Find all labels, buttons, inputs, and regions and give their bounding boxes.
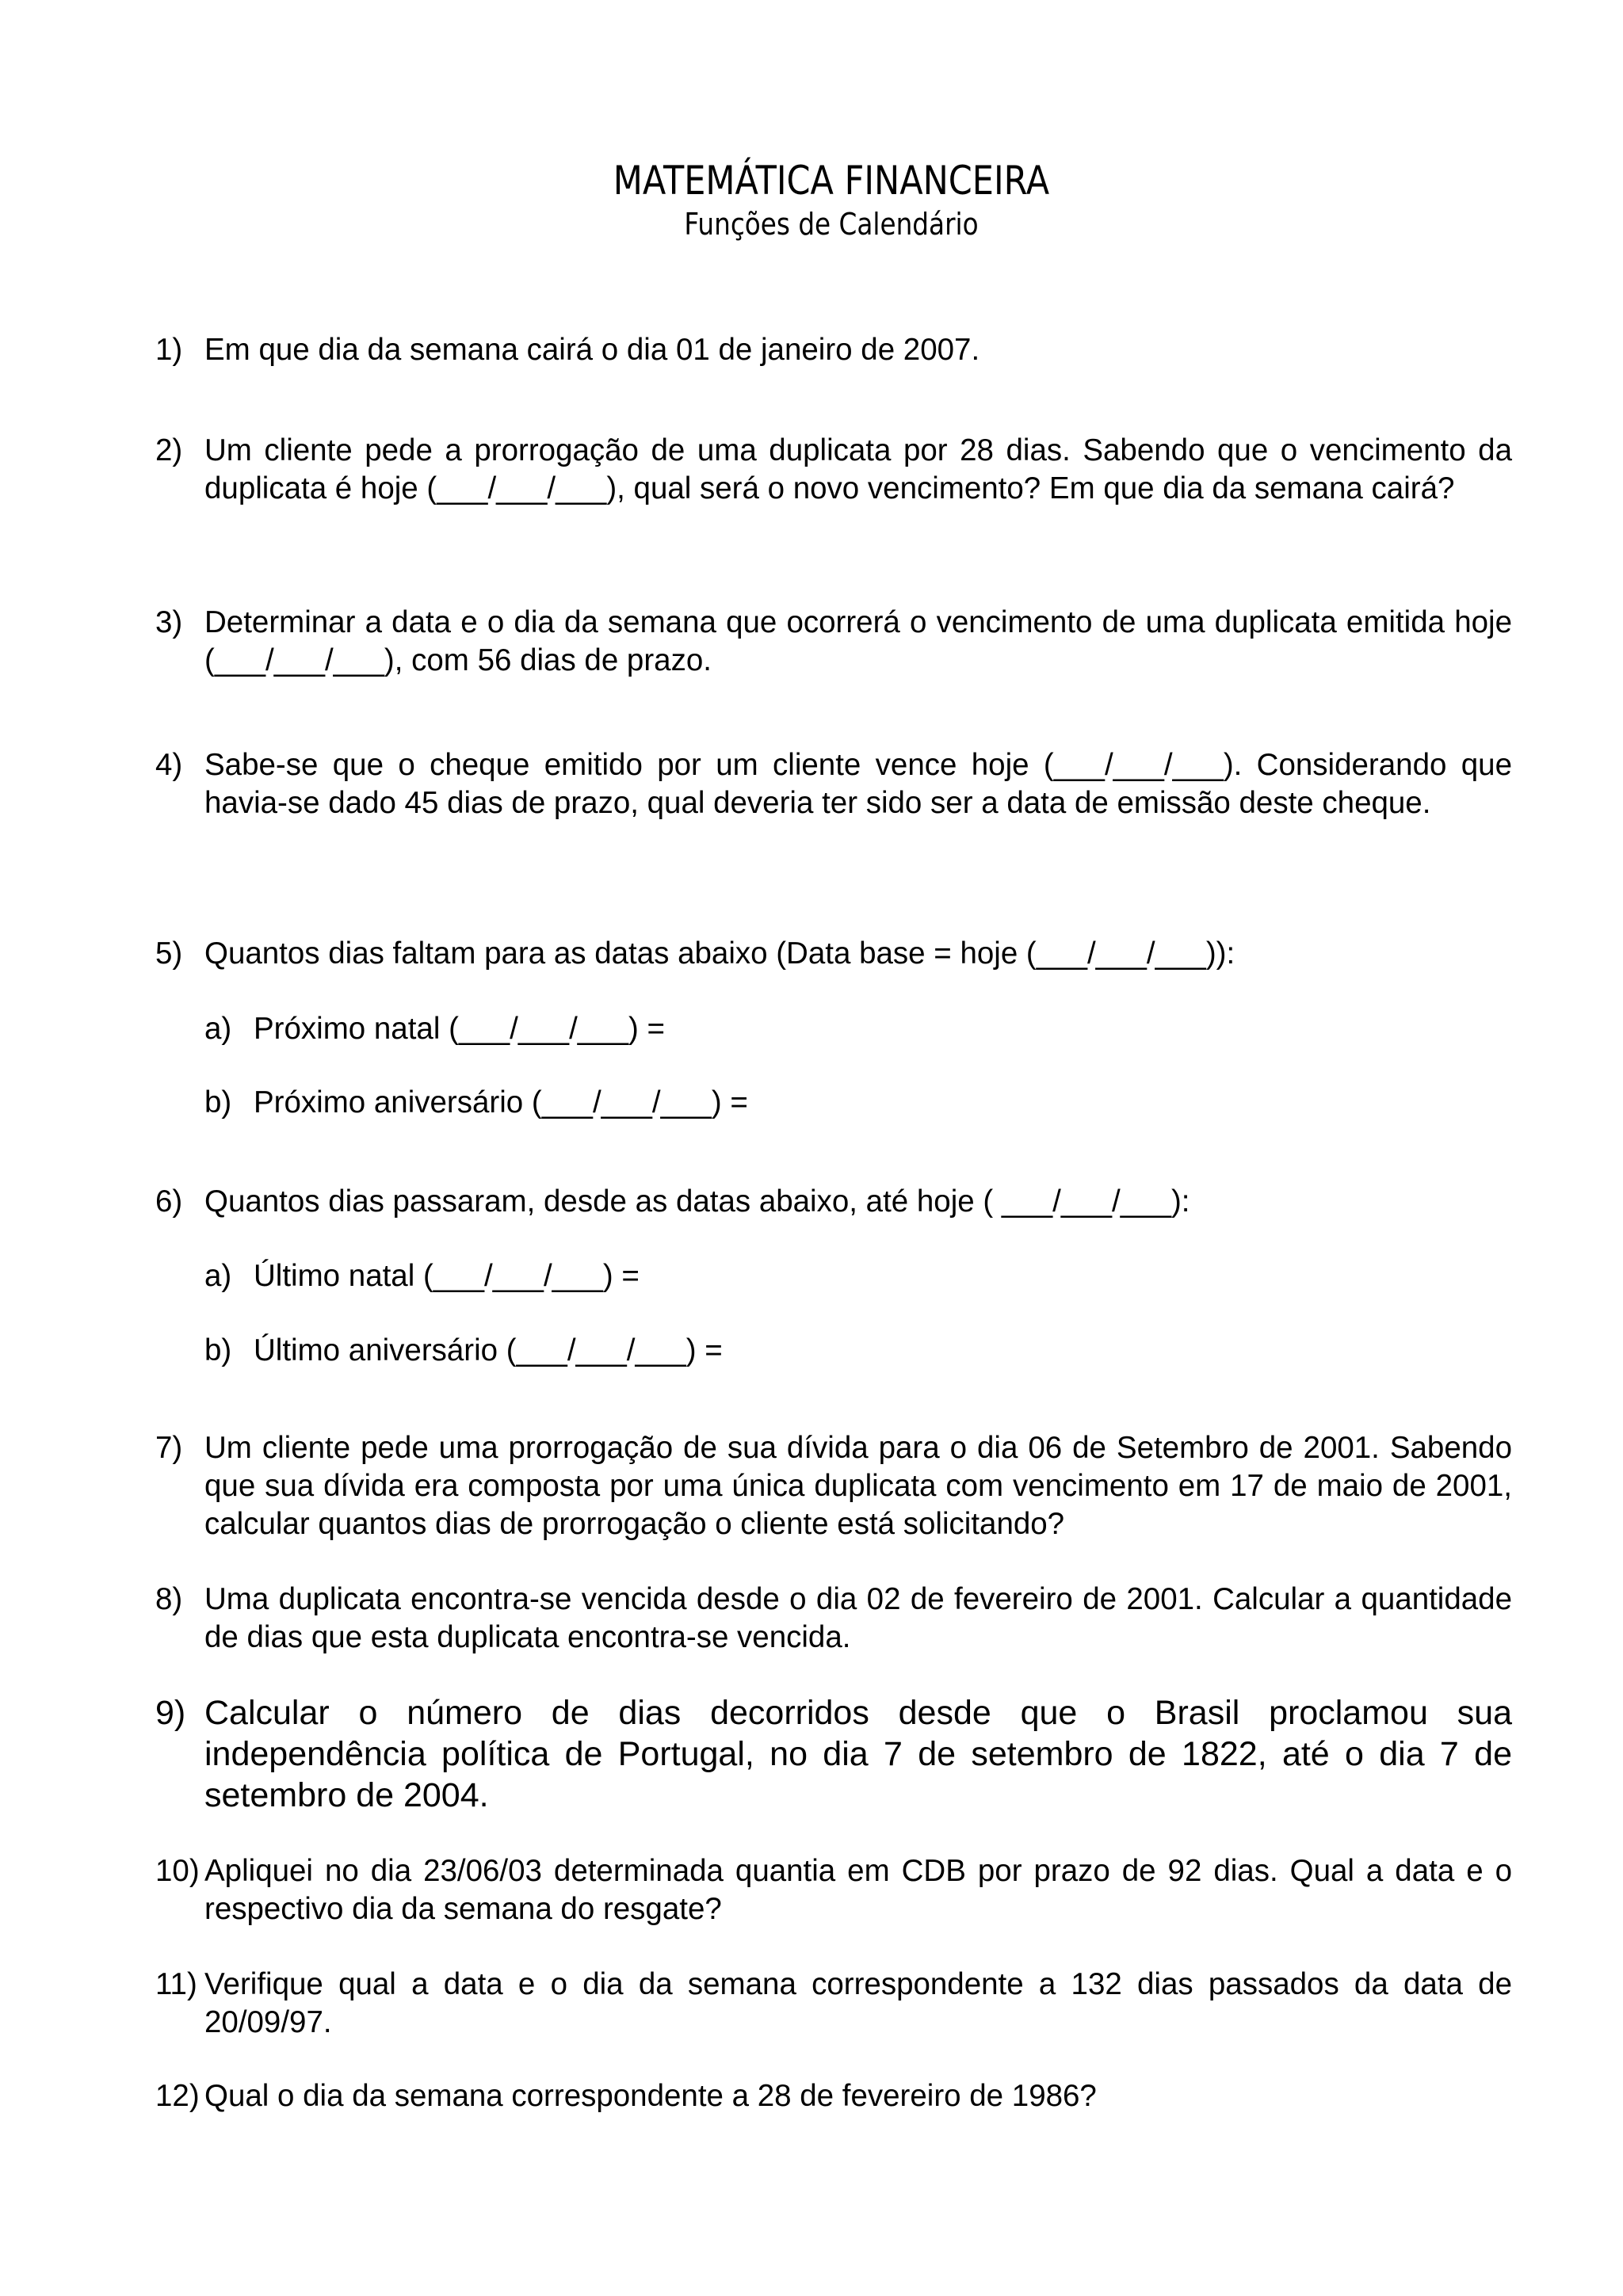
sub-item-6a (204, 1257, 640, 1295)
sub-item-text: Próximo aniversário (___/___/___) = (254, 1085, 748, 1119)
question-text: Uma duplicata encontra-se vencida desde o dia 02 de fevereiro de 2001. Calcular a quantidade de dias que esta duplicata encontra-se vencida. (204, 1582, 1512, 1654)
question-5 (155, 935, 1512, 973)
question-3 (155, 604, 1512, 680)
page-subtitle: Funções de Calendário (684, 207, 979, 242)
question-text: Um cliente pede a prorrogação de uma duplicata por 28 dias. Sabendo que o vencimento da duplicata é hoje (___/___/___), qual será o novo vencimento? Em que dia da semana cairá? (204, 433, 1512, 505)
question-text: Em que dia da semana cairá o dia 01 de janeiro de 2007. (204, 333, 980, 367)
question-text: Apliquei no dia 23/06/03 determinada quantia em CDB por prazo de 92 dias. Qual a data e o respectivo dia da semana do resgate? (204, 1854, 1512, 1926)
question-9 (155, 1692, 1512, 1816)
question-number: 5) (155, 936, 183, 971)
question-text: Qual o dia da semana correspondente a 28 de fevereiro de 1986? (204, 2079, 1097, 2113)
question-number: 7) (155, 1431, 183, 1465)
question-text: Sabe-se que o cheque emitido por um cliente vence hoje (___/___/___). Considerando que havia-se dado 45 dias de prazo, qual deveria ter sido ser a data de emissão deste cheque. (204, 748, 1512, 820)
question-number: 8) (155, 1582, 183, 1616)
question-number: 11) (155, 1967, 197, 2001)
sub-item-5b (204, 1084, 748, 1122)
question-text: Verifique qual a data e o dia da semana correspondente a 132 dias passados da data de 20/09/97. (204, 1967, 1512, 2039)
sub-item-text: Último natal (___/___/___) = (254, 1259, 640, 1293)
sub-item-letter: b) (204, 1085, 232, 1119)
question-text: Determinar a data e o dia da semana que ocorrerá o vencimento de uma duplicata emitida hoje (___/___/___), com 56 dias de prazo. (204, 605, 1512, 677)
sub-item-text: Último aniversário (___/___/___) = (254, 1333, 723, 1367)
question-1 (155, 331, 1512, 369)
sub-item-text: Próximo natal (___/___/___) = (254, 1012, 665, 1046)
question-number: 10) (155, 1854, 200, 1888)
sub-item-letter: b) (204, 1333, 232, 1367)
question-text: Quantos dias faltam para as datas abaixo (Data base = hoje (___/___/___)): (204, 936, 1235, 971)
question-number: 1) (155, 333, 183, 367)
question-text: Quantos dias passaram, desde as datas abaixo, até hoje ( ___/___/___): (204, 1184, 1190, 1219)
page-title: MATEMÁTICA FINANCEIRA (613, 158, 1050, 204)
question-number: 3) (155, 605, 183, 639)
question-number: 6) (155, 1184, 183, 1219)
question-8 (155, 1581, 1512, 1657)
sub-item-letter: a) (204, 1012, 232, 1046)
question-text: Calcular o número de dias decorridos desde que o Brasil proclamou sua independência política de Portugal, no dia 7 de setembro de 1822, até o dia 7 de setembro de 2004. (204, 1694, 1512, 1814)
question-12 (155, 2077, 1512, 2115)
question-number: 4) (155, 748, 183, 782)
question-7 (155, 1429, 1512, 1543)
question-number: 9) (155, 1694, 186, 1732)
question-6 (155, 1183, 1512, 1221)
question-4 (155, 746, 1512, 822)
sub-item-5a (204, 1010, 665, 1048)
question-number: 2) (155, 433, 183, 467)
sub-item-6b (204, 1332, 723, 1370)
question-text: Um cliente pede uma prorrogação de sua dívida para o dia 06 de Setembro de 2001. Sabendo que sua dívida era composta por uma única duplicata com vencimento em 17 de maio de 2001, calcular quantos dias de prorrogação o cliente está solicitando? (204, 1431, 1512, 1541)
document-header (0, 157, 1623, 244)
sub-item-letter: a) (204, 1259, 232, 1293)
question-10 (155, 1852, 1512, 1928)
question-11 (155, 1966, 1512, 2042)
question-2 (155, 432, 1512, 508)
question-number: 12) (155, 2079, 200, 2113)
